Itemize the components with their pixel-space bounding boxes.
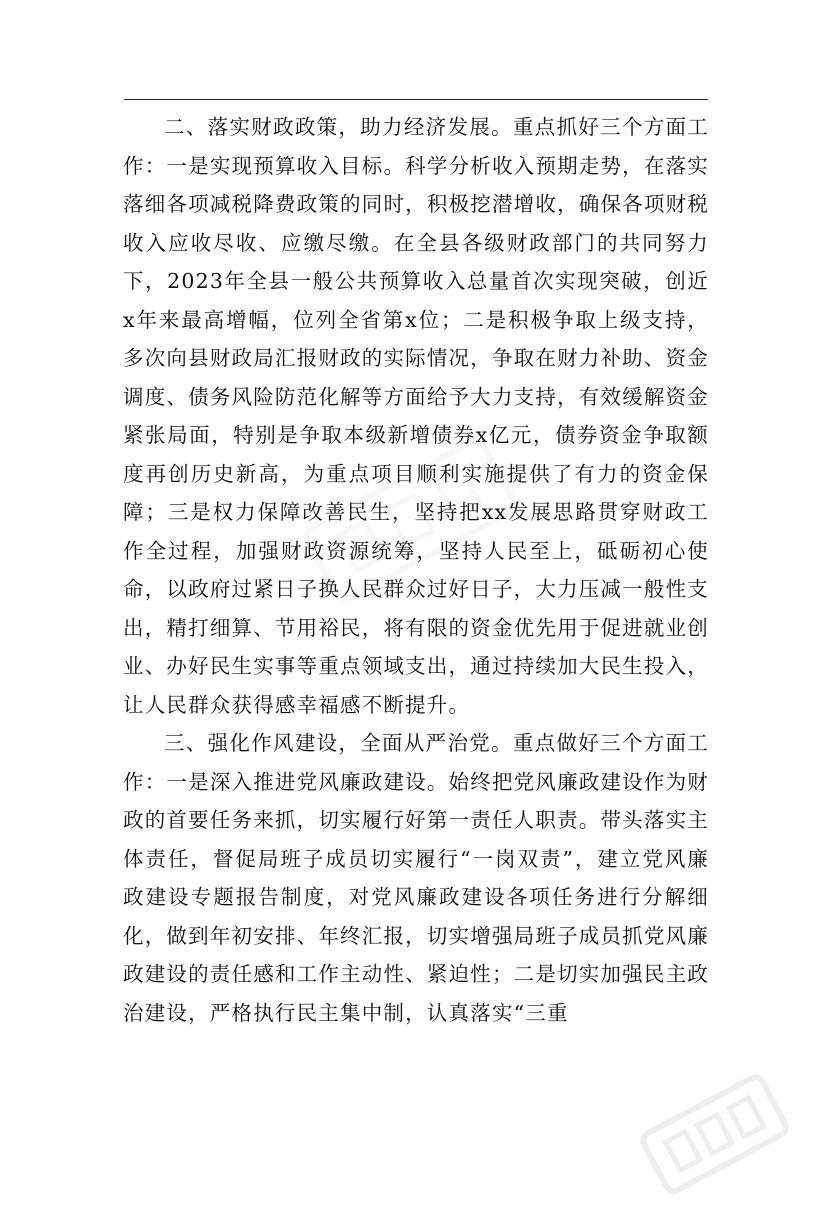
header-rule [124,99,708,100]
paragraph-work-style: 三、强化作风建设，全面从严治党。重点做好三个方面工作：一是深入推进党风廉政建设。始终把党风廉政建设作为财政的首要任务来抓，切实履行好第一责任人职责。带头落实主体责任，督促局班子成员切实履行“一岗双责”，建立党风廉政建设专题报告制度，对党风廉政建设各项任务进行分解细化，做到年初安排、年终汇报，切实增强局班子成员抓党风廉政建设的责任感和工作主动性、紧迫性；二是切实加强民主政治建设，严格执行民主集中制，认真落实“三重 [123,731,709,1025]
document-body [123,108,709,1032]
watermark-logo [628,1060,803,1210]
paragraph-fiscal-policy: 二、落实财政政策，助力经济发展。重点抓好三个方面工作：一是实现预算收入目标。科学分析收入预期走势，在落实落细各项减税降费政策的同时，积极挖潜增收，确保各项财税收入应收尽收、应缴尽缴。在全县各级财政部门的共同努力下，2023年全县一般公共预算收入总量首次实现突破，创近x年来最高增幅，位列全省第x位；二是积极争取上级支持，多次向县财政局汇报财政的实际情况，争取在财力补助、资金调度、债务风险防范化解等方面给予大力支持，有效缓解资金紧张局面，特别是争取本级新增债券x亿元，债券资金争取额度再创历史新高，为重点项目顺利实施提供了有力的资金保障；三是权力保障改善民生，坚持把xx发展思路贯穿财政工作全过程，加强财政资源统筹，坚持人民至上，砥砺初心使命，以政府过紧日子换人民群众过好日子，大力压减一般性支出，精打细算、节用裕民，将有限的资金优先用于促进就业创业、办好民生实事等重点领域支出，通过持续加大民生投入，让人民群众获得感幸福感不断提升。 [123,115,709,717]
